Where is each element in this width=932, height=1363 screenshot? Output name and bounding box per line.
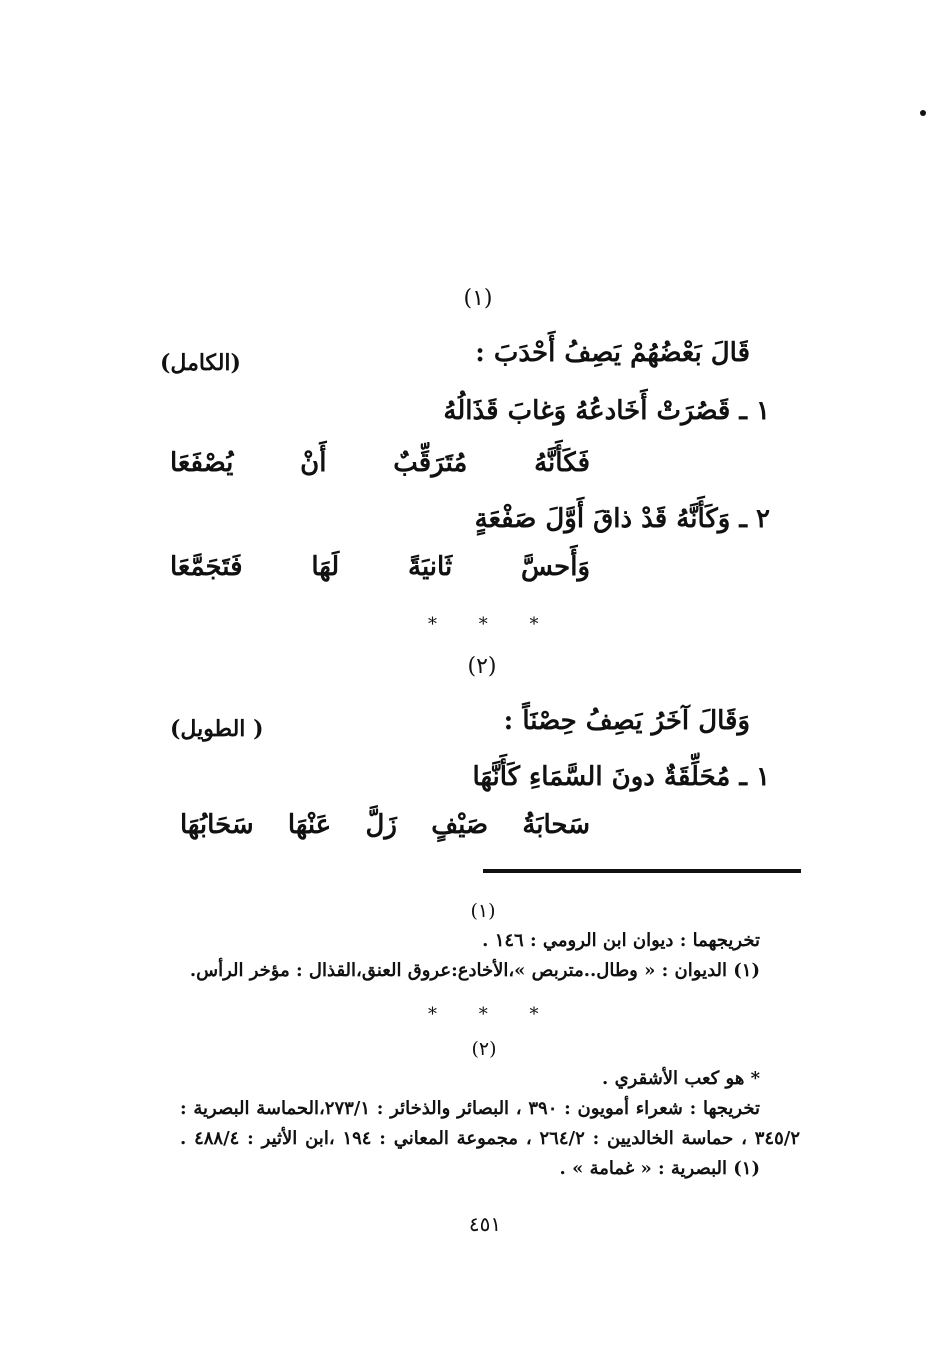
poem1-number: (١) [463, 286, 493, 311]
poem1-verse1-second-hemistich: فَكَأَنَّهُ مُتَرَقِّبٌ أَنْ يُصْفَعَا [170, 448, 590, 478]
footnotes2-number: (٢) [471, 1038, 497, 1060]
poem1-verse2-second-hemistich: وَأَحسَّ ثَانيَةً لَهَا فَتَجَمَّعَا [170, 552, 590, 582]
poem2-meter: ( الطويل) [170, 716, 264, 742]
section-separator: * * * [428, 614, 557, 635]
poem2-number: (٢) [467, 654, 497, 679]
footnote-rule [483, 869, 801, 873]
poem1-meter: (الكامل) [160, 350, 241, 376]
footnotes1-line1: تخريجهما : ديوان ابن الرومي : ١٤٦ . [482, 930, 760, 951]
footnotes1-line2: (١) الديوان : « وطال..متربص »،الأخادع:عروق العنق،القذال : مؤخر الرأس. [189, 960, 760, 981]
scan-speck [920, 110, 926, 116]
footnotes2-line2: تخريجها : شعراء أمويون : ٣٩٠ ، البصائر والذخائر : ٢٧٣/١،الحماسة البصرية : [180, 1098, 760, 1119]
footnotes2-line4: (١) البصرية : « غمامة » . [559, 1158, 760, 1179]
footnotes1-number: (١) [470, 900, 496, 922]
poem1-verse2-first-hemistich: ٢ ـ وَكَأَنَّهُ قَدْ ذاقَ أَوَّلَ صَفْعَةٍ [474, 504, 770, 534]
poem1-intro: قَالَ بَعْضُهُمْ يَصِفُ أَحْدَبَ : [475, 338, 750, 368]
footnotes2-line1: * هو كعب الأشقري . [602, 1068, 760, 1089]
poem2-verse1-second-hemistich: سَحابَةُ صَيْفٍ زَلَّ عَنْهَا سَحَابُهَا [180, 810, 590, 840]
poem2-verse1-first-hemistich: ١ ـ مُحَلِّقَةٌ دونَ السَّمَاءِ كَأَنَّهَا [472, 762, 770, 792]
poem2-intro: وَقَالَ آخَرُ يَصِفُ حِصْنَاً : [503, 706, 750, 736]
poem1-verse1-first-hemistich: ١ ـ قَصُرَتْ أَخَادعُهُ وَغابَ قَذَالُهُ [443, 396, 770, 426]
footnotes2-line3: ٣٤٥/٢ ، حماسة الخالديين : ٢٦٤/٢ ، مجموعة المعاني : ١٩٤ ،ابن الأثير : ٤٨٨/٤ . [180, 1128, 800, 1149]
page-number: ٤٥١ [468, 1212, 502, 1236]
footnote-separator: * * * [428, 1004, 557, 1025]
